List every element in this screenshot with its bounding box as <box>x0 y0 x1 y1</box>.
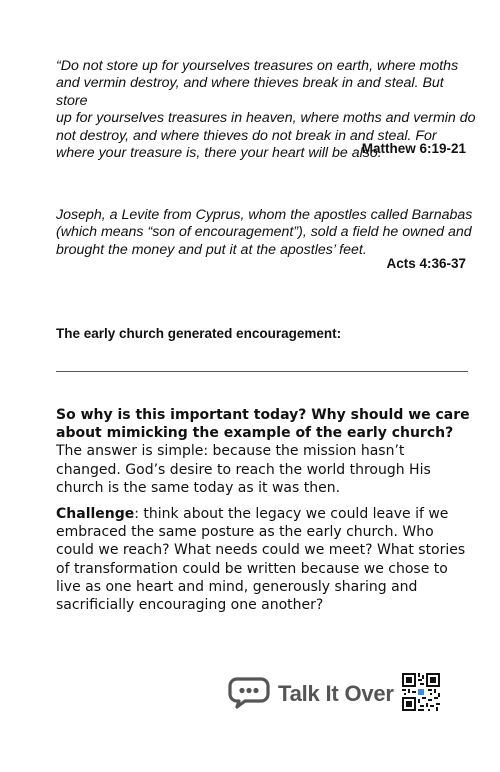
footer-title: Talk It Over <box>278 681 394 706</box>
scripture-reference: Matthew 6:19-21 <box>361 141 466 156</box>
prompt-heading: The early church generated encouragement: <box>56 326 342 341</box>
quote-line: and vermin destroy, and where thieves break in and steal. But store <box>56 75 444 109</box>
challenge-line: of transformation could be written because we chose to <box>56 560 448 577</box>
answer-line: changed. God’s desire to reach the world through His <box>56 461 431 478</box>
challenge-label: Challenge <box>56 506 135 522</box>
quote-line: brought the money and put it at the apostles’ feet. <box>56 241 367 258</box>
challenge-line: live as one heart and mind, generously sharing and <box>56 578 418 595</box>
quote-line: “Do not store up for yourselves treasures on earth, where moths <box>56 58 459 74</box>
quote-line: (which means “son of encouragement”), sold a field he owned and <box>56 224 472 241</box>
challenge-line: Challenge: think about the legacy we could leave if we <box>56 506 449 522</box>
quote-line: not destroy, and where thieves do not break in and steal. For <box>56 127 437 144</box>
quote-line: where your treasure is, there your heart will be also. <box>56 145 382 162</box>
challenge-line: sacrificially encouraging one another? <box>56 597 324 614</box>
talk-it-over-footer <box>228 672 440 716</box>
challenge-block <box>56 505 476 614</box>
question-line: So why is this important today? Why should we care <box>56 407 470 423</box>
qr-code-icon[interactable] <box>402 673 440 716</box>
quote-acts <box>56 207 476 259</box>
challenge-line: embraced the same posture as the early church. Who <box>56 524 434 541</box>
answer-line: church is the same today as it was then. <box>56 479 341 496</box>
quote-line: Joseph, a Levite from Cyprus, whom the apostles called Barnabas <box>56 207 473 223</box>
answer-line: The answer is simple: because the mission hasn’t <box>56 443 405 460</box>
challenge-line: could we reach? What needs could we meet? What stories <box>56 542 466 559</box>
question-block <box>56 406 476 497</box>
question-line: about mimicking the example of the early church? <box>56 425 454 442</box>
fill-in-line <box>56 371 468 372</box>
speech-bubble-icon <box>228 675 270 714</box>
scripture-reference: Acts 4:36-37 <box>386 256 466 271</box>
quote-line: up for yourselves treasures in heaven, where moths and vermin do <box>56 110 476 127</box>
